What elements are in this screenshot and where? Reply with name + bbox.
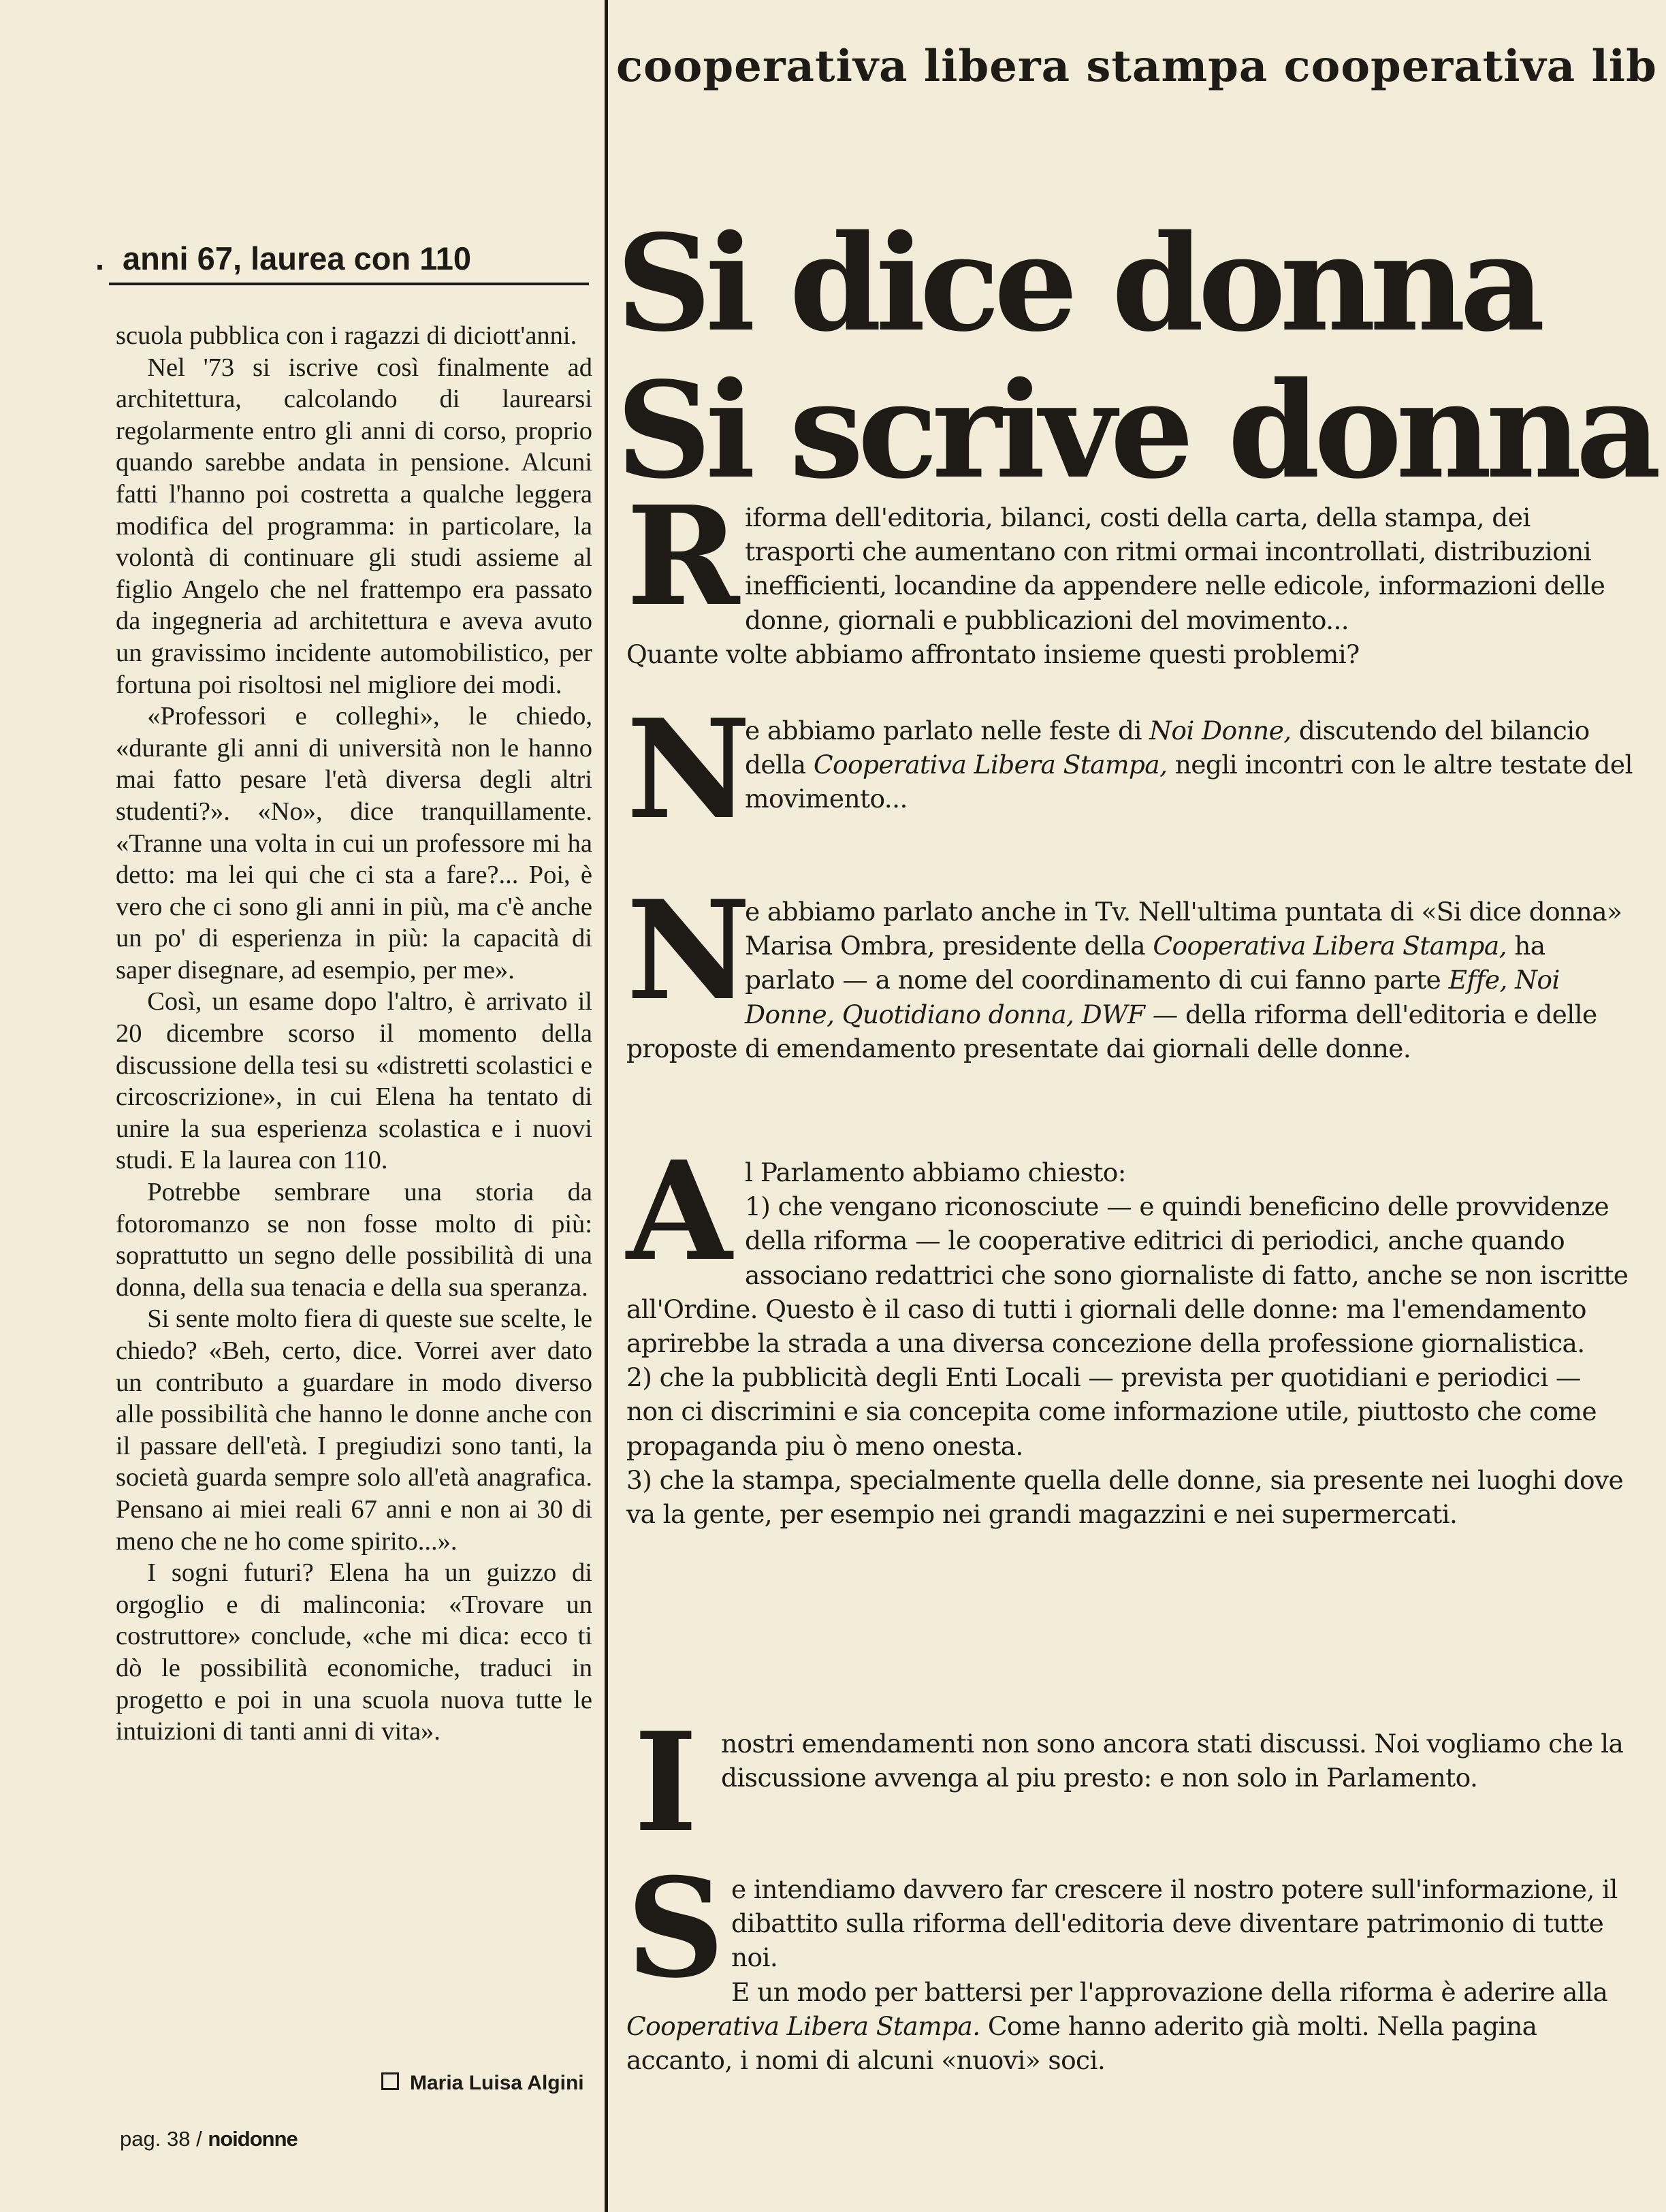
- paragraph: iforma dell'editoria, bilanci, costi della carta, della stampa, dei trasporti che aumentano con ritmi ormai incontrollati, distribuzioni inefficienti, locandine da appendere nelle edicole, informazioni delle donne, giornali e pubblicazioni del movimento...: [745, 502, 1605, 635]
- paragraph: Potrebbe sembrare una storia da fotoromanzo se non fosse molto di più: soprattutto un segno delle possibilità di una donna, della sua tenacia e della sua speranza.: [116, 1178, 592, 1302]
- section-heading: [95, 240, 616, 278]
- paragraph: Così, un esame dopo l'altro, è arrivato il 20 dicembre scorso il momento della discussione della tesi su «distretti scolastici e circoscrizione», in cui Elena ha tentato di unire la sua esperienza scolastica e i nuovi studi. E la laurea con 110.: [116, 987, 592, 1175]
- heading-bullet: .: [95, 240, 105, 276]
- paragraph: e intendiamo davvero far crescere il nostro potere sull'informazione, il dibattito sulla riforma dell'editoria deve diventare patrimonio di tutte noi.: [731, 1874, 1618, 1973]
- article-block-5: [626, 1703, 1634, 1863]
- page-footer: [120, 2126, 298, 2152]
- footer-separator: /: [196, 2127, 202, 2151]
- column-divider: [605, 0, 608, 2212]
- paragraph: Quante volte abbiamo affrontato insieme questi problemi?: [626, 639, 1360, 669]
- drop-cap: I: [634, 1703, 697, 1863]
- heading-rule: [109, 283, 589, 285]
- article-block-4: [626, 1132, 1634, 1531]
- paragraph: I sogni futuri? Elena ha un guizzo di orgoglio e di malinconia: «Trovare un costruttore» conclude, «che mi dica: ecco ti dò le possibilità economiche, traduci in progetto e poi in una scuola nuova tutte le intuizioni di tanti anni di vita».: [116, 1558, 592, 1746]
- drop-cap: R: [626, 477, 739, 637]
- paragraph: e abbiamo parlato anche in Tv. Nell'ultima puntata di «Si dice donna» Marisa Ombra, presidente della Cooperativa Libera Stampa, ha parlato — a nome del coordinamento di cui fanno parte Effe, Noi Donne, Quotidiano donna, DWF — della riforma dell'editoria e delle proposte di emendamento presentate dai giornali delle donne.: [626, 897, 1622, 1063]
- paragraph: nostri emendamenti non sono ancora stati discussi. Noi vogliamo che la discussione avvenga al piu presto: e non solo in Parlamento.: [721, 1729, 1624, 1793]
- author-name: Maria Luisa Algini: [410, 2072, 584, 2094]
- paragraph: l Parlamento abbiamo chiesto:: [745, 1157, 1126, 1187]
- drop-cap: N: [626, 690, 751, 850]
- paragraph: Si sente molto fiera di queste sue scelte, le chiedo? «Beh, certo, dice. Vorrei aver dato un contributo a guardare in modo diverso alle possibilità che hanno le donne anche con il passare dell'età. I pregiudizi sono tanti, la società guarda sempre solo all'età anagrafica. Pensano ai miei reali 67 anni e non ai 30 di meno che ne ho come spirito...».: [116, 1304, 592, 1556]
- drop-cap: S: [626, 1848, 724, 2008]
- drop-cap: N: [626, 871, 751, 1031]
- byline: [381, 2071, 606, 2096]
- list-item: 3) che la stampa, specialmente quella delle donne, sia presente nei luoghi dove va la gente, per esempio nei grandi magazzini e nei supermercati.: [626, 1464, 1624, 1530]
- headline: [616, 206, 1658, 508]
- article-block-3: [626, 871, 1634, 1065]
- article-block-6: [626, 1848, 1634, 2077]
- paragraph: «Professori e colleghi», le chiedo, «durante gli anni di università non le hanno mai fatto pesare l'età diversa degli altri studenti?». «No», dice tranquillamente. «Tranne una volta in cui un professore mi ha detto: ma lei qui che ci sta a fare?... Poi, è vero che ci sono gli anni in più, ma c'è anche un po' di esperienza in più: la capacità di saper disegnare, ad esempio, per me».: [116, 702, 592, 984]
- headline-line-2: Si scrive donna: [616, 353, 1656, 508]
- list-item: 2) che la pubblicità degli Enti Locali — prevista per quotidiani e periodici — non ci discrimini e sia concepita come informazione utile, piuttosto che come propaganda piu ò meno onesta.: [626, 1362, 1597, 1461]
- page-number: pag. 38: [120, 2127, 191, 2151]
- article-block-1: [626, 477, 1634, 671]
- paragraph: scuola pubblica con i ragazzi di diciott'anni.: [116, 321, 577, 350]
- publication-name: noidonne: [208, 2127, 298, 2151]
- drop-cap: A: [626, 1132, 732, 1292]
- masthead-banner: cooperativa libera stampa cooperativa lib: [616, 41, 1657, 92]
- headline-line-1: Si dice donna: [616, 206, 1539, 361]
- square-bullet-icon: [381, 2072, 399, 2090]
- paragraph: e abbiamo parlato nelle feste di Noi Donne, discutendo del bilancio della Cooperativa Libera Stampa, negli incontri con le altre testate del movimento...: [745, 716, 1633, 814]
- list-item: 1) che vengano riconosciute — e quindi beneficino delle provvidenze della riforma — le cooperative editrici di periodici, anche quando associano redattrici che sono giornaliste di fatto, anche se non iscritte all'Ordine. Questo è il caso di tutti i giornali delle donne: ma l'emendamento aprirebbe la strada a una diversa concezione della professione giornalistica.: [626, 1191, 1629, 1359]
- article-block-2: [626, 690, 1634, 850]
- paragraph: Nel '73 si iscrive così finalmente ad architettura, calcolando di laurearsi regolarmente entro gli anni di corso, proprio quando sarebbe andata in pensione. Alcuni fatti l'hanno poi costretta a qualche leggera modifica del programma: in particolare, la volontà di continuare gli studi assieme al figlio Angelo che nel frattempo era passato da ingegneria ad architettura e aveva avuto un gravissimo incidente automobilistico, per fortuna poi risoltosi nel migliore dei modi.: [116, 353, 592, 699]
- left-article-body: [116, 320, 592, 1748]
- section-heading-text: anni 67, laurea con 110: [123, 240, 472, 276]
- paragraph: E un modo per battersi per l'approvazione della riforma è aderire alla Cooperativa Libera Stampa. Come hanno aderito già molti. Nella pagina accanto, i nomi di alcuni «nuovi» soci.: [626, 1976, 1608, 2076]
